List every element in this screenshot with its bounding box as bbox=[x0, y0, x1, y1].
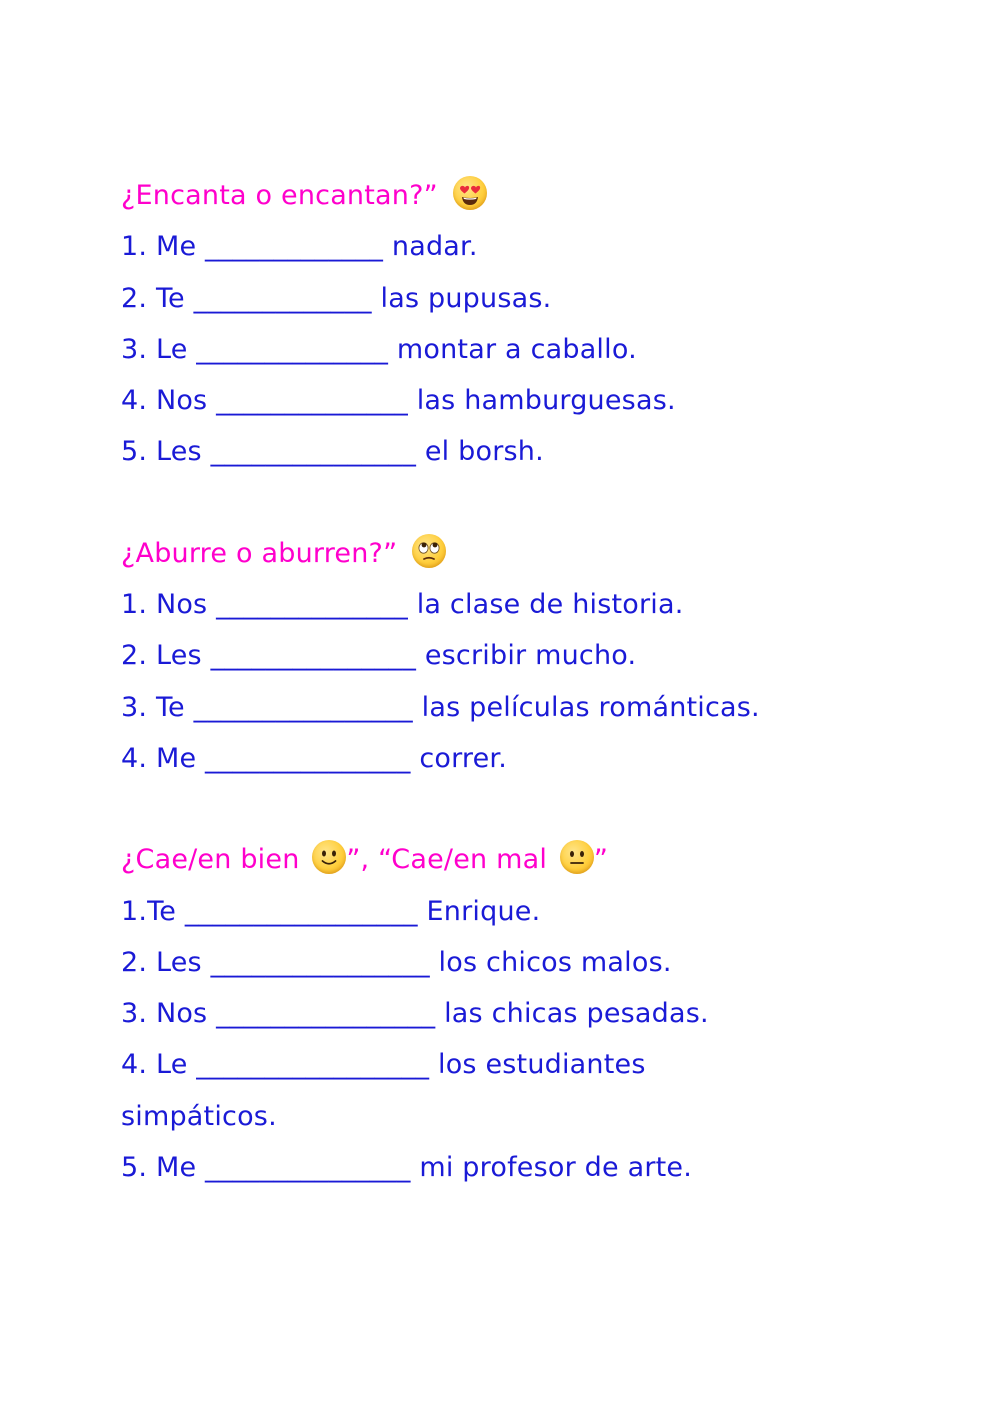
exercise-line: 5. Les _______________ el borsh. bbox=[121, 436, 544, 468]
exercise-line: 3. Le ______________ montar a caballo. bbox=[121, 333, 637, 365]
section-encantar bbox=[121, 170, 941, 478]
section-heading bbox=[121, 170, 941, 221]
exercise-line: 2. Les _______________ escribir mucho. bbox=[121, 640, 637, 672]
exercise-line: 1. Me _____________ nadar. bbox=[121, 231, 478, 263]
exercise-line: 2. Les ________________ los chicos malos. bbox=[121, 946, 672, 978]
heading-text: ” bbox=[593, 844, 609, 876]
exercise-line: 1. Nos ______________ la clase de historia. bbox=[121, 589, 684, 621]
exercise-line: 1.Te _________________ Enrique. bbox=[121, 895, 541, 927]
heading-text: ”, “Cae/en mal bbox=[346, 844, 548, 876]
exercise-line: 4. Le _________________ los estudiantes bbox=[121, 1049, 646, 1081]
neutral-face-icon bbox=[560, 840, 594, 874]
exercise-line: 2. Te _____________ las pupusas. bbox=[121, 282, 552, 314]
exercise-line: 4. Me _______________ correr. bbox=[121, 742, 508, 774]
exercise-line-continuation: simpáticos. bbox=[121, 1100, 277, 1132]
section-heading bbox=[121, 528, 941, 579]
section-heading bbox=[121, 834, 941, 885]
heading-text: ¿Cae/en bien bbox=[121, 844, 300, 876]
worksheet bbox=[121, 170, 941, 1193]
eye-roll-icon bbox=[412, 534, 446, 568]
heading-text: ¿Aburre o aburren?” bbox=[121, 537, 398, 569]
section-caer bbox=[121, 834, 941, 1193]
exercise-line: 3. Te ________________ las películas románticas. bbox=[121, 691, 760, 723]
heading-text: ¿Encanta o encantan?” bbox=[121, 180, 438, 211]
heart-eyes-icon bbox=[453, 176, 487, 210]
exercise-line: 5. Me _______________ mi profesor de arte. bbox=[121, 1152, 693, 1184]
slight-smile-icon bbox=[312, 840, 346, 874]
exercise-line: 4. Nos ______________ las hamburguesas. bbox=[121, 385, 676, 417]
section-aburrir bbox=[121, 528, 941, 784]
exercise-line: 3. Nos ________________ las chicas pesadas. bbox=[121, 998, 709, 1030]
